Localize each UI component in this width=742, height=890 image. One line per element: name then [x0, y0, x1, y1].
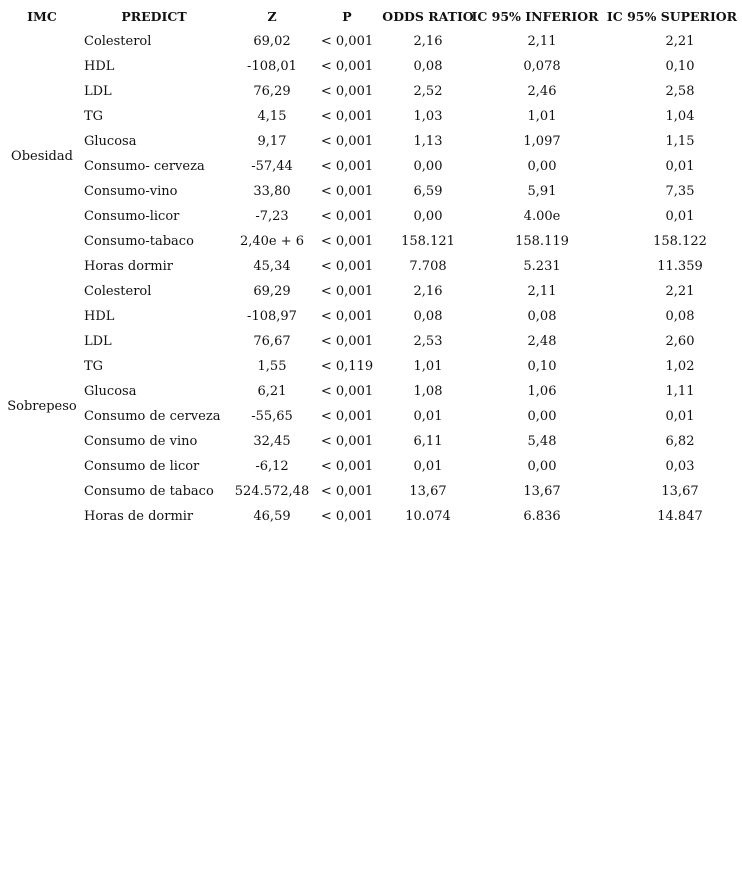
cell-p-value: < 0,001	[320, 234, 374, 249]
cell-ic-inferior: 1,01	[527, 109, 557, 124]
cell-p-value: < 0,001	[320, 434, 374, 449]
cell-z-value: 45,34	[253, 259, 291, 274]
header-odds-ratio: ODDS RATIO	[382, 9, 474, 24]
cell-ic-superior: 2,21	[665, 284, 695, 299]
cell-ic-inferior: 0,08	[527, 309, 557, 324]
cell-ic-inferior: 0,10	[527, 359, 557, 374]
cell-predictor: Consumo-tabaco	[84, 234, 194, 249]
header-ic-inferior: IC 95% INFERIOR	[471, 9, 599, 24]
cell-ic-superior: 1,15	[665, 134, 695, 149]
cell-ic-inferior: 5,91	[527, 184, 557, 199]
header-predict: PREDICT	[121, 9, 187, 24]
cell-odds-ratio: 2,16	[413, 34, 443, 49]
cell-predictor: Colesterol	[84, 34, 152, 49]
cell-ic-superior: 0,03	[665, 459, 695, 474]
cell-predictor: Consumo de tabaco	[84, 484, 214, 499]
cell-odds-ratio: 0,01	[413, 459, 443, 474]
cell-odds-ratio: 6,59	[413, 184, 443, 199]
cell-p-value: < 0,001	[320, 134, 374, 149]
cell-predictor: LDL	[84, 334, 112, 349]
cell-predictor: Horas de dormir	[84, 509, 194, 524]
cell-ic-inferior: 2,11	[527, 284, 557, 299]
cell-predictor: Glucosa	[84, 134, 137, 149]
cell-z-value: 524.572,48	[234, 484, 310, 499]
cell-ic-inferior: 4.00e	[523, 209, 561, 224]
cell-predictor: HDL	[84, 59, 115, 74]
cell-z-value: -57,44	[251, 159, 293, 174]
header-ic-superior: IC 95% SUPERIOR	[606, 9, 738, 24]
cell-z-value: 69,02	[253, 34, 291, 49]
cell-ic-inferior: 0,00	[527, 459, 557, 474]
cell-ic-inferior: 2,48	[527, 334, 557, 349]
cell-ic-inferior: 13,67	[523, 484, 561, 499]
cell-z-value: 4,15	[257, 109, 287, 124]
cell-odds-ratio: 0,08	[413, 59, 443, 74]
cell-predictor: Colesterol	[84, 284, 152, 299]
cell-ic-inferior: 1,097	[523, 134, 561, 149]
cell-ic-superior: 13,67	[661, 484, 699, 499]
cell-p-value: < 0,001	[320, 334, 374, 349]
cell-z-value: 76,29	[253, 84, 291, 99]
cell-odds-ratio: 0,00	[413, 159, 443, 174]
cell-ic-inferior: 5.231	[523, 259, 561, 274]
cell-predictor: Consumo-licor	[84, 209, 180, 224]
cell-z-value: -7,23	[255, 209, 289, 224]
cell-predictor: Consumo de cerveza	[84, 409, 221, 424]
cell-p-value: < 0,001	[320, 509, 374, 524]
cell-ic-inferior: 0,00	[527, 159, 557, 174]
cell-odds-ratio: 1,08	[413, 384, 443, 399]
header-imc: IMC	[27, 9, 57, 24]
cell-z-value: 46,59	[253, 509, 291, 524]
cell-odds-ratio: 1,13	[413, 134, 443, 149]
cell-ic-superior: 0,01	[665, 409, 695, 424]
cell-z-value: -108,97	[247, 309, 297, 324]
cell-predictor: TG	[84, 359, 104, 374]
cell-ic-superior: 0,10	[665, 59, 695, 74]
header-p: P	[342, 9, 352, 24]
cell-p-value: < 0,001	[320, 459, 374, 474]
cell-ic-inferior: 2,46	[527, 84, 557, 99]
cell-ic-superior: 2,60	[665, 334, 695, 349]
header-z: Z	[267, 9, 277, 24]
cell-ic-superior: 11.359	[657, 259, 703, 274]
cell-ic-inferior: 158.119	[515, 234, 569, 249]
cell-ic-superior: 0,01	[665, 209, 695, 224]
cell-p-value: < 0,001	[320, 259, 374, 274]
cell-z-value: 69,29	[253, 284, 291, 299]
cell-odds-ratio: 10.074	[405, 509, 451, 524]
cell-p-value: < 0,001	[320, 484, 374, 499]
cell-predictor: Consumo-vino	[84, 184, 178, 199]
cell-p-value: < 0,001	[320, 59, 374, 74]
cell-ic-superior: 1,04	[665, 109, 695, 124]
group-label: Obesidad	[11, 149, 73, 164]
cell-odds-ratio: 7.708	[409, 259, 447, 274]
cell-z-value: 32,45	[253, 434, 291, 449]
cell-z-value: 9,17	[257, 134, 287, 149]
cell-predictor: Consumo- cerveza	[84, 159, 205, 174]
cell-odds-ratio: 13,67	[409, 484, 447, 499]
cell-odds-ratio: 0,00	[413, 209, 443, 224]
cell-ic-inferior: 5,48	[527, 434, 557, 449]
cell-z-value: -108,01	[247, 59, 297, 74]
cell-ic-superior: 6,82	[665, 434, 695, 449]
cell-predictor: Glucosa	[84, 384, 137, 399]
cell-p-value: < 0,001	[320, 384, 374, 399]
cell-p-value: < 0,001	[320, 184, 374, 199]
cell-odds-ratio: 6,11	[413, 434, 443, 449]
cell-p-value: < 0,001	[320, 159, 374, 174]
cell-ic-inferior: 2,11	[527, 34, 557, 49]
cell-ic-inferior: 1,06	[527, 384, 557, 399]
cell-odds-ratio: 0,08	[413, 309, 443, 324]
cell-p-value: < 0,001	[320, 109, 374, 124]
cell-ic-superior: 1,11	[665, 384, 695, 399]
cell-ic-superior: 7,35	[665, 184, 695, 199]
cell-predictor: TG	[84, 109, 104, 124]
cell-odds-ratio: 2,53	[413, 334, 443, 349]
cell-ic-inferior: 0,078	[523, 59, 561, 74]
cell-odds-ratio: 1,01	[413, 359, 443, 374]
group-label: Sobrepeso	[7, 399, 77, 414]
cell-odds-ratio: 2,16	[413, 284, 443, 299]
cell-ic-superior: 0,01	[665, 159, 695, 174]
cell-predictor: Consumo de vino	[84, 434, 198, 449]
cell-ic-superior: 158.122	[653, 234, 707, 249]
cell-z-value: -55,65	[251, 409, 293, 424]
cell-p-value: < 0,001	[320, 409, 374, 424]
cell-p-value: < 0,001	[320, 34, 374, 49]
cell-z-value: 33,80	[253, 184, 291, 199]
cell-predictor: HDL	[84, 309, 115, 324]
cell-z-value: 1,55	[257, 359, 287, 374]
cell-p-value: < 0,119	[320, 359, 374, 374]
cell-odds-ratio: 1,03	[413, 109, 443, 124]
cell-odds-ratio: 0,01	[413, 409, 443, 424]
cell-ic-inferior: 6.836	[523, 509, 561, 524]
cell-ic-superior: 0,08	[665, 309, 695, 324]
cell-p-value: < 0,001	[320, 284, 374, 299]
cell-ic-superior: 2,21	[665, 34, 695, 49]
cell-z-value: -6,12	[255, 459, 289, 474]
cell-predictor: Consumo de licor	[84, 459, 200, 474]
cell-predictor: Horas dormir	[84, 259, 173, 274]
cell-ic-inferior: 0,00	[527, 409, 557, 424]
cell-odds-ratio: 2,52	[413, 84, 443, 99]
cell-ic-superior: 1,02	[665, 359, 695, 374]
cell-z-value: 2,40e + 6	[239, 234, 305, 249]
cell-z-value: 6,21	[257, 384, 287, 399]
cell-ic-superior: 2,58	[665, 84, 695, 99]
cell-z-value: 76,67	[253, 334, 291, 349]
cell-p-value: < 0,001	[320, 309, 374, 324]
cell-predictor: LDL	[84, 84, 112, 99]
cell-p-value: < 0,001	[320, 209, 374, 224]
cell-p-value: < 0,001	[320, 84, 374, 99]
cell-odds-ratio: 158.121	[401, 234, 455, 249]
cell-ic-superior: 14.847	[657, 509, 703, 524]
